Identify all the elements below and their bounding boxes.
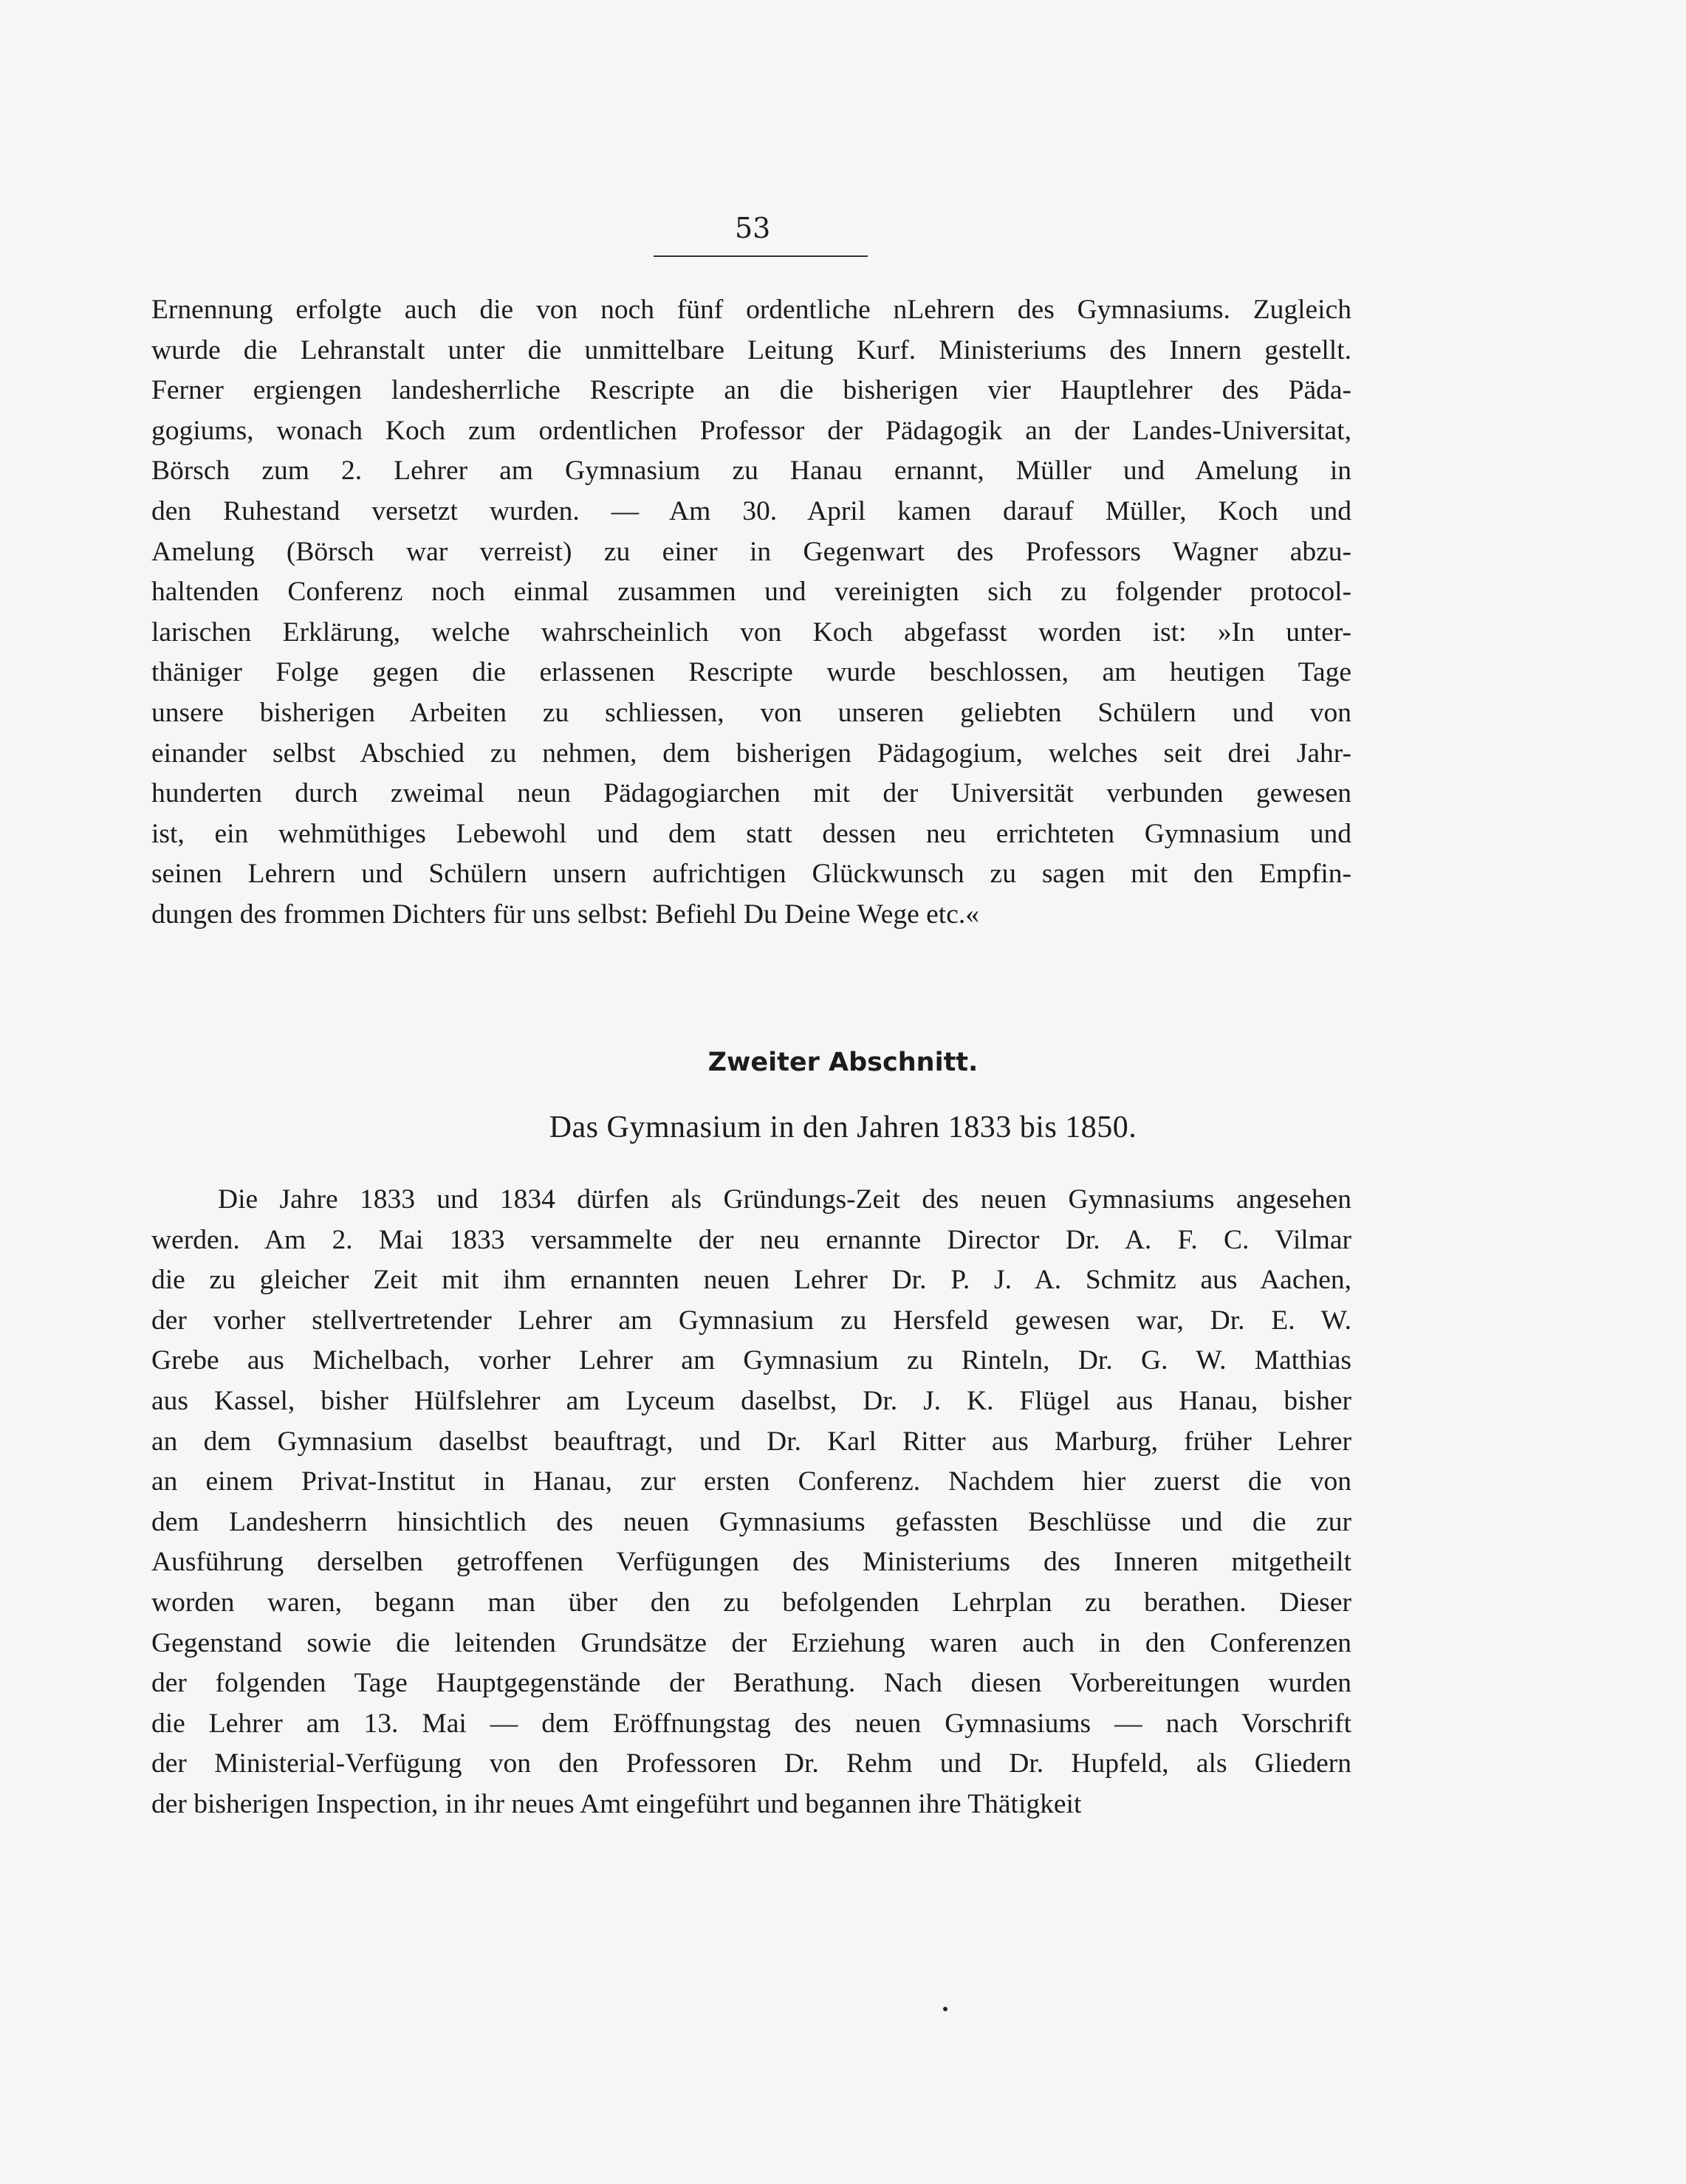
text-line: der folgenden Tage Hauptgegenstände der Berathung. Nach diesen Vorbereitungen wurden xyxy=(151,1668,1351,1699)
text-line: dungen des frommen Dichters für uns selbst: Befiehl Du Deine Wege etc.« xyxy=(151,899,979,930)
text-line: den Ruhestand versetzt wurden. — Am 30. April kamen darauf Müller, Koch und xyxy=(151,495,1351,526)
text-line: der vorher stellvertretender Lehrer am Gymnasium zu Hersfeld gewesen war, Dr. E. W. xyxy=(151,1305,1351,1336)
text-line: die zu gleicher Zeit mit ihm ernannten neuen Lehrer Dr. P. J. A. Schmitz aus Aachen, xyxy=(151,1265,1351,1296)
text-line: der bisherigen Inspection, in ihr neues Amt eingeführt und begannen ihre Thätigkeit xyxy=(151,1788,1082,1819)
text-line: einander selbst Abschied zu nehmen, dem bisherigen Pädagogium, welches seit drei Jahr- xyxy=(151,738,1351,769)
text-line: Ferner ergiengen landesherrliche Rescripte an die bisherigen vier Hauptlehrer des Päda- xyxy=(151,375,1351,406)
text-line: thäniger Folge gegen die erlassenen Rescripte wurde beschlossen, am heutigen Tage xyxy=(151,657,1351,688)
text-line: wurde die Lehranstalt unter die unmittelbare Leitung Kurf. Ministeriums des Innern gestellt. xyxy=(151,334,1351,365)
text-line: worden waren, begann man über den zu befolgenden Lehrplan zu berathen. Dieser xyxy=(151,1587,1351,1618)
header-rule xyxy=(654,255,868,257)
text-line: an dem Gymnasium daselbst beauftragt, und Dr. Karl Ritter aus Marburg, früher Lehrer xyxy=(151,1426,1351,1457)
text-line: gogiums, wonach Koch zum ordentlichen Professor der Pädagogik an der Landes-Universitat, xyxy=(151,415,1351,446)
text-line: die Lehrer am 13. Mai — dem Eröffnungstag des neuen Gymnasiums — nach Vorschrift xyxy=(151,1708,1351,1739)
text-line: unsere bisherigen Arbeiten zu schliessen, von unseren geliebten Schülern und von xyxy=(151,697,1351,728)
section-heading: Zweiter Abschnitt. xyxy=(707,1048,979,1077)
text-line: Ernennung erfolgte auch die von noch fünf ordentliche nLehrern des Gymnasiums. Zugleich xyxy=(151,295,1351,325)
text-line: an einem Privat-Institut in Hanau, zur ersten Conferenz. Nachdem hier zuerst die von xyxy=(151,1466,1351,1497)
text-line: ist, ein wehmüthiges Lebewohl und dem statt dessen neu errichteten Gymnasium und xyxy=(151,818,1351,849)
text-line: aus Kassel, bisher Hülfslehrer am Lyceum daselbst, Dr. J. K. Flügel aus Hanau, bisher xyxy=(151,1385,1351,1416)
paragraph-1 xyxy=(151,290,1351,935)
text-line: Gegenstand sowie die leitenden Grundsätze der Erziehung waren auch in den Conferenzen xyxy=(151,1627,1351,1658)
text-line: Ausführung derselben getroffenen Verfügungen des Ministeriums des Inneren mitgetheilt xyxy=(151,1547,1351,1578)
text-line: dem Landesherrn hinsichtlich des neuen Gymnasiums gefassten Beschlüsse und die zur xyxy=(151,1506,1351,1537)
text-line: Die Jahre 1833 und 1834 dürfen als Gründungs-Zeit des neuen Gymnasiums angesehen xyxy=(218,1184,1351,1215)
text-line: haltenden Conferenz noch einmal zusammen und vereinigten sich zu folgender protocol- xyxy=(151,577,1351,608)
text-line: seinen Lehrern und Schülern unsern aufrichtigen Glückwunsch zu sagen mit den Empfin- xyxy=(151,859,1351,890)
text-line: Amelung (Börsch war verreist) zu einer in Gegenwart des Professors Wagner abzu- xyxy=(151,536,1351,567)
ink-dot xyxy=(943,2007,947,2011)
section-subtitle: Das Gymnasium in den Jahren 1833 bis 1850. xyxy=(549,1110,1137,1144)
paragraph-2 xyxy=(151,1180,1351,1825)
text-line: der Ministerial-Verfügung von den Professoren Dr. Rehm und Dr. Hupfeld, als Gliedern xyxy=(151,1748,1351,1779)
text-line: larischen Erklärung, welche wahrscheinlich von Koch abgefasst worden ist: »In unter- xyxy=(151,617,1351,648)
text-line: hunderten durch zweimal neun Pädagogiarchen mit der Universität verbunden gewesen xyxy=(151,778,1351,809)
text-line: Grebe aus Michelbach, vorher Lehrer am Gymnasium zu Rinteln, Dr. G. W. Matthias xyxy=(151,1345,1351,1376)
page-number: 53 xyxy=(735,212,771,244)
text-line: Börsch zum 2. Lehrer am Gymnasium zu Hanau ernannt, Müller und Amelung in xyxy=(151,456,1351,487)
text-line: werden. Am 2. Mai 1833 versammelte der neu ernannte Director Dr. A. F. C. Vilmar xyxy=(151,1224,1351,1255)
